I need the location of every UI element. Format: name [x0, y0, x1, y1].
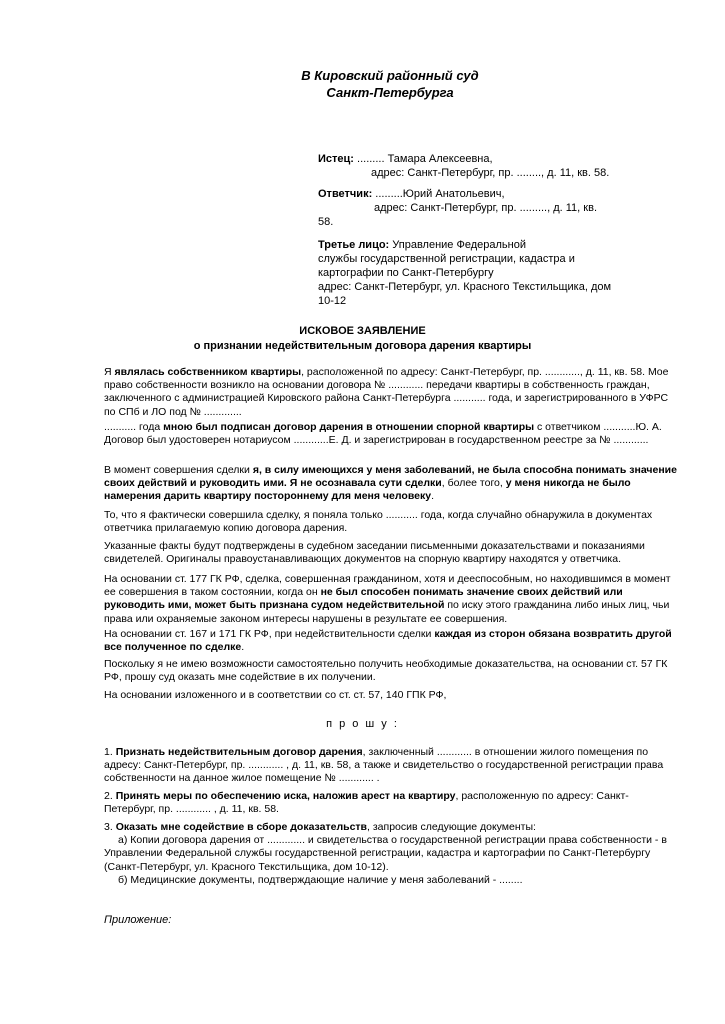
third-party-label: Третье лицо: [318, 239, 390, 251]
document-title [0, 324, 725, 354]
plaintiff-block [318, 152, 648, 180]
court-heading [290, 67, 490, 101]
paragraph-evidence: Указанные факты будут подтверждены в судебном заседании письменными доказательствами и показаниями свидетелей. Оригиналы правоустанавливающих документов на спорную квартиру находятся у ответчика. [104, 540, 645, 566]
third-party-line2: службы государственной регистрации, кадастра и [318, 253, 575, 265]
text-run-bold: каждая из сторон обязана возвратить другой все полученное по сделке [104, 628, 672, 654]
third-party-line4: адрес: Санкт-Петербург, ул. Красного Текстильщика, дом [318, 281, 612, 293]
text-run-bold: Принять меры по обеспечению иска, наложив арест на квартиру [115, 790, 456, 802]
paragraph-article-167 [104, 628, 679, 654]
text-run: , запросив следующие документы: [367, 821, 536, 833]
defendant-address: адрес: Санкт-Петербург, пр. ........., д. 11, кв. [374, 202, 598, 214]
third-party-line1: Управление Федеральной [389, 239, 526, 251]
text-run: 3. [104, 821, 116, 833]
text-run: , заключенный ............ в отношении жилого помещения по адресу: Санкт-Петербург, пр. ............ , д. 11, кв. 58, а также и свидетельство о государственной регистрации права собственности на данное жилое помещение № ............ . [104, 746, 664, 785]
text-run: , расположенную по адресу: Санкт-Петербург, пр. ............ , д. 11, кв. 58. [104, 790, 629, 816]
plaintiff-label: Истец: [318, 153, 354, 165]
paragraph-article-177 [104, 573, 679, 626]
text-run: В момент совершения сделки [104, 464, 253, 476]
text-run: с ответчиком ...........Ю. А. Договор был удостоверен нотариусом ............Е. Д. и зарегистрирован в государственном реестре за № ............ [104, 421, 662, 447]
text-run-bold: мною был подписан договор дарения в отношении спорной квартиры [163, 421, 535, 433]
request-item-2 [104, 790, 679, 816]
text-run-bold: у меня никогда не было намерения дарить квартиру постороннему для меня человеку [104, 477, 631, 503]
paragraph-discovery: То, что я фактически совершила сделку, я поняла только ........... года, когда случайно обнаружила в документах ответчика прилагаемую копию договора дарения. [104, 509, 653, 535]
request-item-1 [104, 746, 679, 786]
request-sub-b: б) Медицинские документы, подтверждающие наличие у меня заболеваний - ........ [118, 873, 523, 886]
request-heading: п р о ш у : [326, 718, 399, 730]
third-party-line5: 10-12 [318, 295, 347, 307]
text-run: , более того, [441, 477, 506, 490]
text-run: 1. [104, 746, 116, 758]
text-run: ........... года [104, 421, 164, 433]
text-run-bold: не был способен понимать значение своих действий или руководить ими, может быть признана судом недействительной [104, 586, 623, 612]
text-run: . [431, 490, 434, 503]
text-run: 2. [104, 790, 116, 802]
defendant-label: Ответчик: [318, 188, 373, 200]
text-run-bold: Оказать мне содействие в сборе доказательств [115, 821, 368, 833]
defendant-address-cont: 58. [318, 216, 334, 228]
paragraph-incapacity [104, 464, 679, 504]
attachment-label: Приложение: [104, 914, 172, 926]
title-sub: о признании недействительным договора дарения квартиры [193, 340, 532, 352]
plaintiff-address: адрес: Санкт-Петербург, пр. ........, д. 11, кв. 58. [371, 167, 610, 179]
text-run: На основании ст. 167 и 171 ГК РФ, при недействительности сделки [104, 628, 435, 640]
text-run-bold: Признать недействительным договор дарения [115, 746, 363, 758]
title-main: ИСКОВОЕ ЗАЯВЛЕНИЕ [299, 325, 426, 337]
text-run: , расположенной по адресу: Санкт-Петербург, пр. ............, д. 11, кв. 58. Мое право собственности возникло на основании договора № ............ передачи квартиры в собственность граждан, заключенного с администрацией Кировского района Санкт-Петербурга ........... года, и зарегистрированного в УФРС по СПб и ЛО под № ............. [104, 366, 669, 418]
text-run: На основании ст. 177 ГК РФ, сделка, совершенная гражданином, хотя и дееспособным, но находившимся в момент ее совершения в таком состоянии, когда он [104, 573, 671, 599]
request-sub-a: а) Копии договора дарения от ............. и свидетельства о государственной регистрации права собственности - в Управлении Федеральной службы государственной регистрации, кадастра и картографии по Санкт-Петербургу (Санкт-Петербург, ул. Красного Текстильщика, дом 10-12). [104, 834, 667, 873]
third-party-block [318, 238, 648, 308]
text-run-bold: я, в силу имеющихся у меня заболеваний, не была способна понимать значение своих действий и руководить ими. Я не осознавала сути сделки [104, 464, 677, 490]
court-city: Санкт-Петербурга [326, 85, 454, 100]
paragraph-article-57: Поскольку я не имею возможности самостоятельно получить необходимые доказательства, на основании ст. 57 ГК РФ, прошу суд оказать мне содействие в их получении. [104, 658, 668, 684]
request-item-3 [104, 821, 679, 887]
court-name: В Кировский районный суд [301, 68, 479, 83]
paragraph-gift-contract [104, 421, 679, 447]
text-run: Я [104, 366, 115, 378]
defendant-block [318, 187, 648, 229]
paragraph-ownership [104, 366, 679, 419]
text-run: по иску этого гражданина либо иных лиц, чьи права или охраняемые законом интересы нарушены в результате ее совершения. [104, 599, 670, 625]
text-run-bold: являлась собственником квартиры [114, 366, 302, 378]
third-party-line3: картографии по Санкт-Петербургу [318, 267, 494, 279]
paragraph-basis: На основании изложенного и в соответствии со ст. ст. 57, 140 ГПК РФ, [104, 689, 447, 701]
plaintiff-name: ......... Тамара Алексеевна, [353, 153, 493, 165]
text-run: . [241, 641, 245, 654]
defendant-name: .........Юрий Анатольевич, [372, 188, 505, 200]
